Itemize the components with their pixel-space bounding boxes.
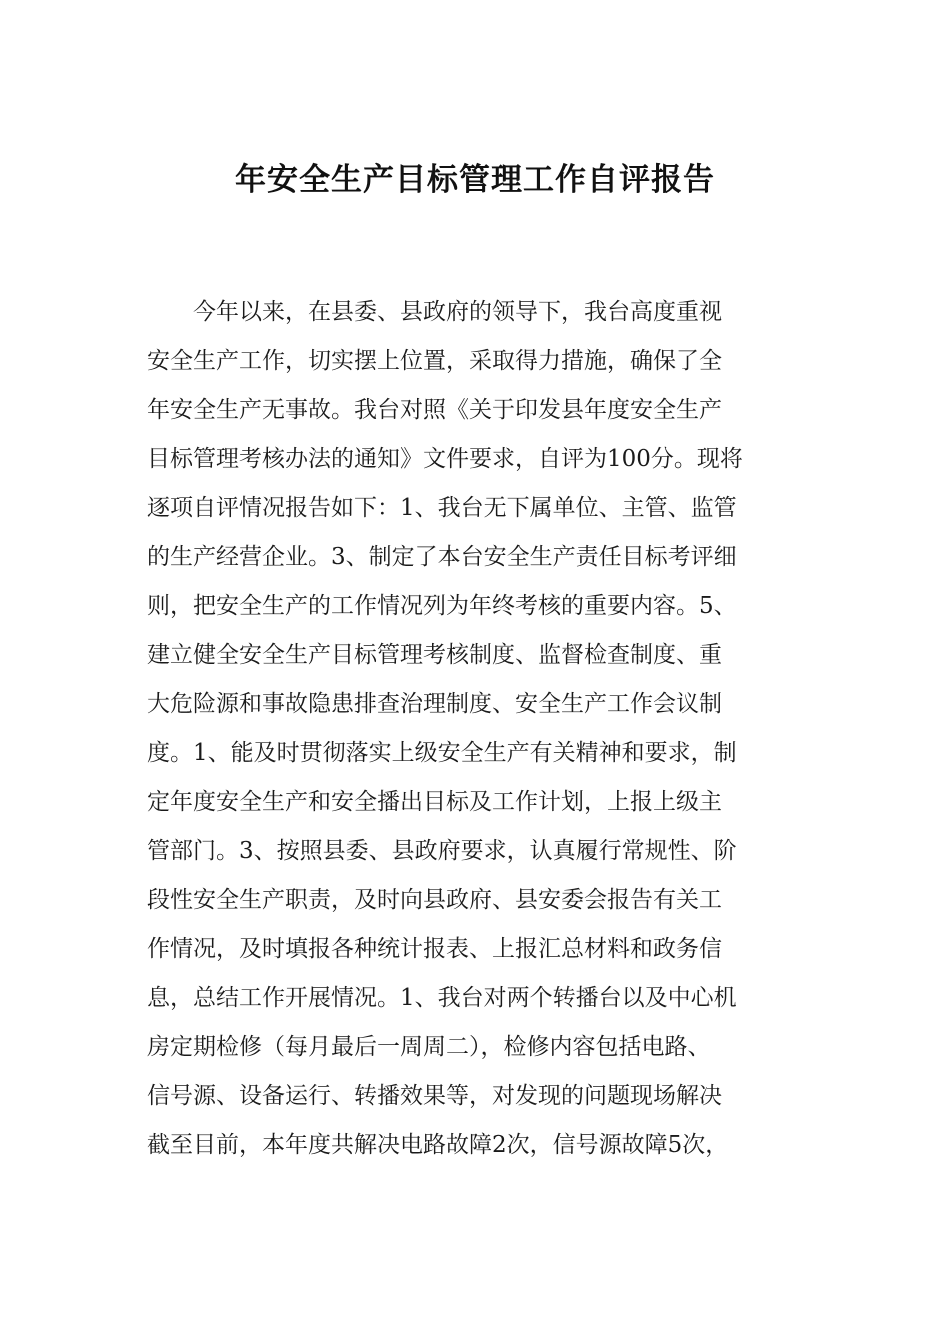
body-line: 段性安全生产职责，及时向县政府、县安委会报告有关工 [147,887,722,913]
document-title: 年安全生产目标管理工作自评报告 [235,162,715,198]
body-line: 逐项自评情况报告如下：1、我台无下属单位、主管、监管 [147,495,737,521]
body-line: 作情况，及时填报各种统计报表、上报汇总材料和政务信 [147,936,722,962]
body-line: 管部门。3、按照县委、县政府要求，认真履行常规性、阶 [147,838,737,864]
body-line: 的生产经营企业。3、制定了本台安全生产责任目标考评细 [147,544,737,570]
body-line: 则，把安全生产的工作情况列为年终考核的重要内容。5、 [147,593,737,619]
body-line: 建立健全安全生产目标管理考核制度、监督检查制度、重 [147,642,722,668]
body-line: 大危险源和事故隐患排查治理制度、安全生产工作会议制 [147,691,722,717]
body-line: 息，总结工作开展情况。1、我台对两个转播台以及中心机 [147,985,737,1011]
body-line: 目标管理考核办法的通知》文件要求，自评为100分。现将 [147,446,743,472]
body-line: 度。1、能及时贯彻落实上级安全生产有关精神和要求，制 [147,740,737,766]
body-line: 定年度安全生产和安全播出目标及工作计划，上报上级主 [147,789,722,815]
body-line: 信号源、设备运行、转播效果等，对发现的问题现场解决 [147,1083,722,1109]
body-line: 年安全生产无事故。我台对照《关于印发县年度安全生产 [147,397,722,423]
body-line: 截至目前，本年度共解决电路故障2次，信号源故障5次， [147,1132,729,1158]
body-line: 今年以来，在县委、县政府的领导下，我台高度重视 [147,299,722,325]
body-line: 房定期检修（每月最后一周周二），检修内容包括电路、 [147,1034,711,1060]
body-line: 安全生产工作，切实摆上位置，采取得力措施，确保了全 [147,348,722,374]
